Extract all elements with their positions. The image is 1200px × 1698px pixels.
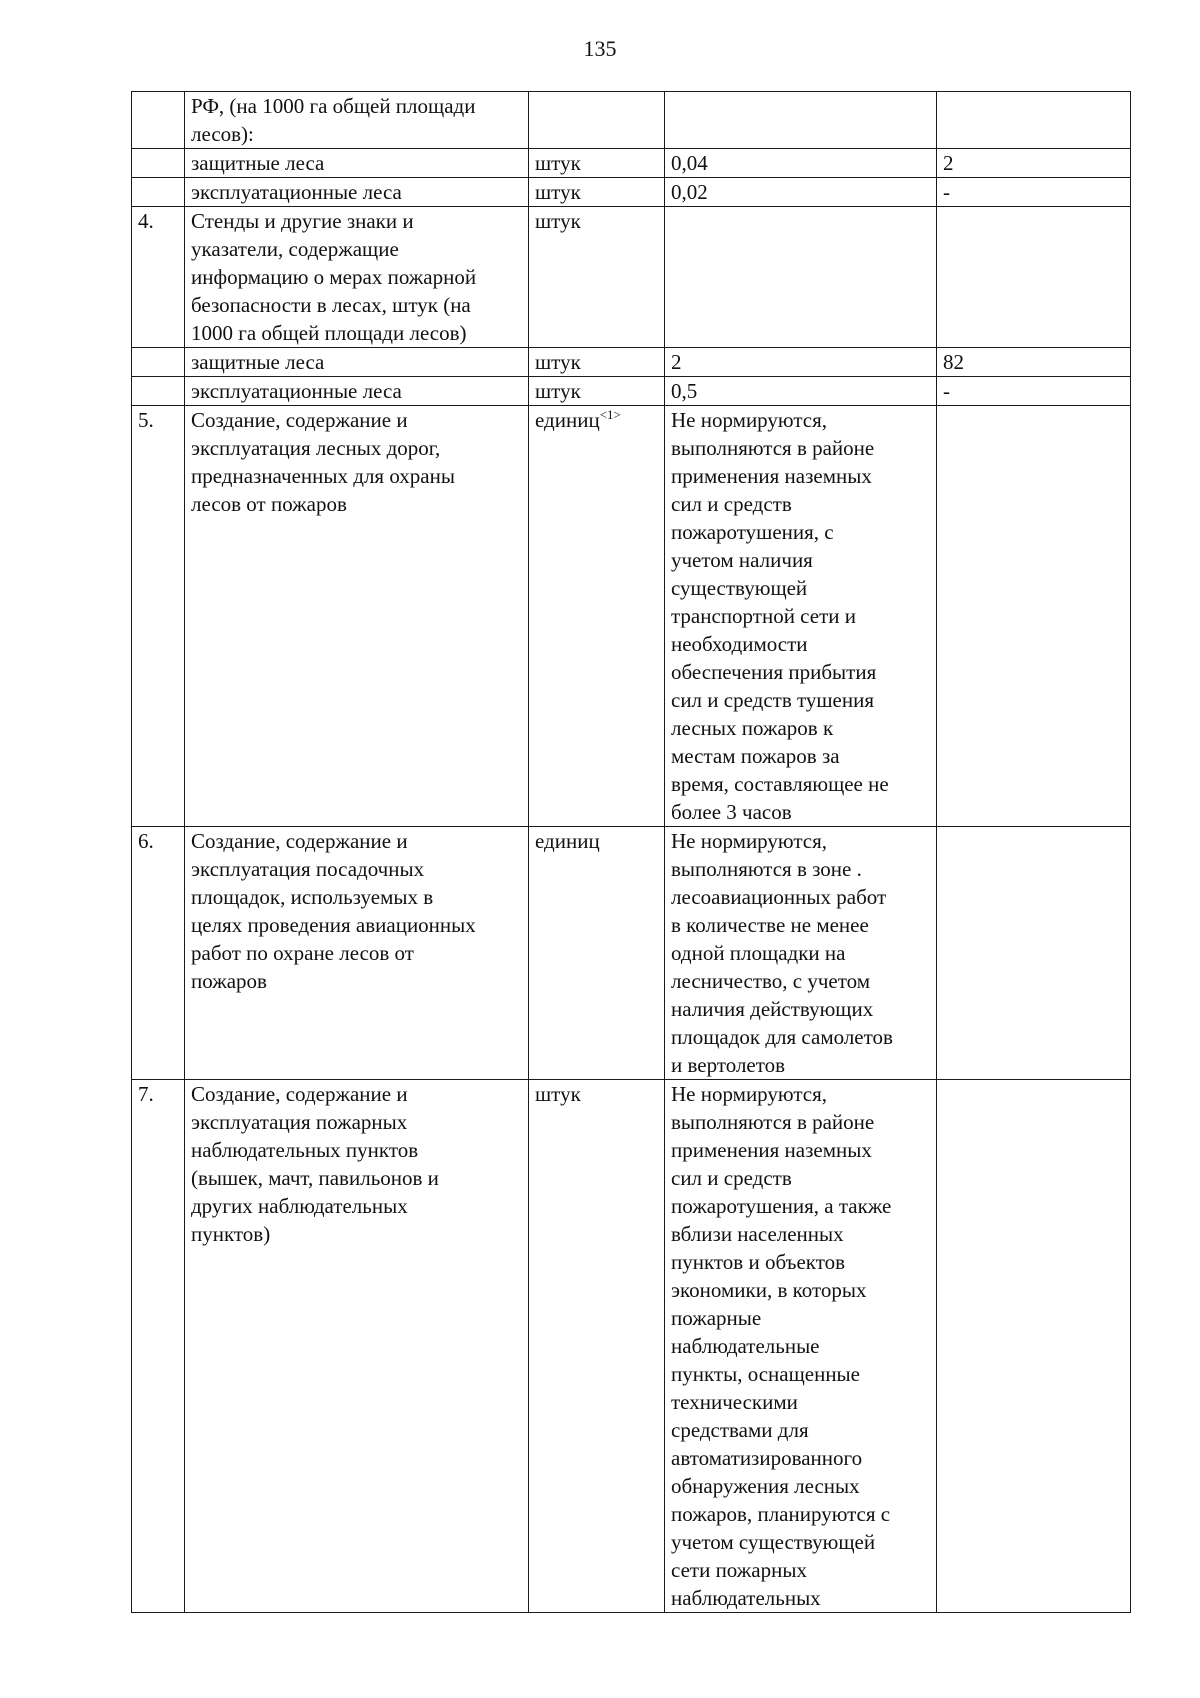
row-number-cell <box>132 1080 185 1613</box>
cell-line: Не нормируются, <box>671 408 827 432</box>
cell-line: (вышек, мачт, павильонов и <box>191 1166 439 1190</box>
cell-line: Стенды и другие знаки и <box>191 209 414 233</box>
unit-label: штук <box>535 1082 581 1106</box>
measure-name-cell <box>185 1080 529 1613</box>
cell-line: техническими <box>671 1390 798 1414</box>
cell-line: наблюдательных <box>671 1586 821 1610</box>
cell-line: сил и средств тушения <box>671 688 875 712</box>
cell-line: Не нормируются, <box>671 829 827 853</box>
footnote-ref: <1> <box>599 407 621 422</box>
page-number: 135 <box>583 36 617 61</box>
norm-cell <box>665 1080 937 1613</box>
cell-line: площадок, используемых в <box>191 885 434 909</box>
cell-line: пожаротушения, а также <box>671 1194 892 1218</box>
cell-line: Создание, содержание и <box>191 1082 408 1106</box>
cell-line: 0,02 <box>671 180 708 204</box>
unit-label: единиц <box>535 408 600 432</box>
unit-label: штук <box>535 209 581 233</box>
norm-cell <box>665 827 937 1080</box>
table-row <box>132 92 1131 149</box>
cell-line: лесоавиационных работ <box>671 885 887 909</box>
table-row <box>132 1080 1131 1613</box>
cell-line: учетом наличия <box>671 548 813 572</box>
value-text: - <box>943 379 950 403</box>
row-number: 4. <box>138 209 154 233</box>
cell-line: выполняются в районе <box>671 1110 875 1134</box>
norm-cell <box>665 92 937 149</box>
row-number: 6. <box>138 829 154 853</box>
table-row <box>132 827 1131 1080</box>
unit-cell <box>529 207 665 348</box>
cell-line: 2 <box>671 350 682 374</box>
cell-line: выполняются в районе <box>671 436 875 460</box>
row-number-cell <box>132 348 185 377</box>
row-number-cell <box>132 92 185 149</box>
unit-cell <box>529 178 665 207</box>
cell-line: обеспечения прибытия <box>671 660 877 684</box>
norm-cell <box>665 406 937 827</box>
cell-line: 0,5 <box>671 379 698 403</box>
cell-line: пунктов и объектов <box>671 1250 846 1274</box>
value-cell <box>937 827 1131 1080</box>
cell-line: обнаружения лесных <box>671 1474 860 1498</box>
cell-line: других наблюдательных <box>191 1194 408 1218</box>
measure-name-cell <box>185 406 529 827</box>
cell-line: работ по охране лесов от <box>191 941 414 965</box>
cell-line: 0,04 <box>671 151 708 175</box>
value-text: 82 <box>943 350 964 374</box>
cell-line: и вертолетов <box>671 1053 786 1077</box>
cell-line: существующей <box>671 576 808 600</box>
cell-line: транспортной сети и <box>671 604 856 628</box>
cell-line: вблизи населенных <box>671 1222 844 1246</box>
cell-line: предназначенных для охраны <box>191 464 455 488</box>
cell-line: пожаротушения, с <box>671 520 834 544</box>
row-number-cell <box>132 178 185 207</box>
cell-line: лесничество, с учетом <box>671 969 871 993</box>
table-row <box>132 377 1131 406</box>
measure-name-cell <box>185 92 529 149</box>
value-cell <box>937 207 1131 348</box>
value-cell <box>937 178 1131 207</box>
cell-line: пункты, оснащенные <box>671 1362 860 1386</box>
cell-line: средствами для <box>671 1418 809 1442</box>
cell-line: время, составляющее не <box>671 772 889 796</box>
cell-line: РФ, (на 1000 га общей площади <box>191 94 476 118</box>
table-row <box>132 406 1131 827</box>
cell-line: учетом существующей <box>671 1530 876 1554</box>
cell-line: Не нормируются, <box>671 1082 827 1106</box>
norm-cell <box>665 149 937 178</box>
cell-line: целях проведения авиационных <box>191 913 476 937</box>
cell-line: сети пожарных <box>671 1558 807 1582</box>
row-number: 5. <box>138 408 154 432</box>
cell-line: пунктов) <box>191 1222 271 1246</box>
cell-line: лесных пожаров к <box>671 716 834 740</box>
cell-line: площадок для самолетов <box>671 1025 893 1049</box>
norm-cell <box>665 377 937 406</box>
measure-name-cell <box>185 827 529 1080</box>
cell-line: эксплуатация пожарных <box>191 1110 408 1134</box>
cell-line: пожаров <box>191 969 267 993</box>
table-row <box>132 178 1131 207</box>
row-number-cell <box>132 377 185 406</box>
norm-cell <box>665 178 937 207</box>
value-text: - <box>943 180 950 204</box>
norms-table <box>131 91 1131 1613</box>
cell-line: выполняются в зоне . <box>671 857 862 881</box>
cell-line: эксплуатация посадочных <box>191 857 425 881</box>
unit-label: штук <box>535 379 581 403</box>
cell-line: лесов): <box>191 122 254 146</box>
cell-line: наличия действующих <box>671 997 874 1021</box>
cell-line: пожаров, планируются с <box>671 1502 891 1526</box>
cell-line: сил и средств <box>671 1166 792 1190</box>
row-number-cell <box>132 207 185 348</box>
norm-cell <box>665 348 937 377</box>
cell-line: защитные леса <box>191 350 325 374</box>
unit-label: штук <box>535 151 581 175</box>
value-cell <box>937 406 1131 827</box>
cell-line: безопасности в лесах, штук (на <box>191 293 471 317</box>
cell-line: указатели, содержащие <box>191 237 399 261</box>
row-number: 7. <box>138 1082 154 1106</box>
unit-cell <box>529 92 665 149</box>
unit-label: единиц <box>535 829 600 853</box>
unit-label: штук <box>535 180 581 204</box>
unit-cell <box>529 1080 665 1613</box>
unit-cell <box>529 377 665 406</box>
measure-name-cell <box>185 149 529 178</box>
cell-line: эксплуатационные леса <box>191 379 402 403</box>
cell-line: Создание, содержание и <box>191 408 408 432</box>
table-body <box>132 92 1131 1613</box>
cell-line: экономики, в которых <box>671 1278 867 1302</box>
value-cell <box>937 348 1131 377</box>
cell-line: в количестве не менее <box>671 913 869 937</box>
cell-line: лесов от пожаров <box>191 492 347 516</box>
measure-name-cell <box>185 207 529 348</box>
value-text: 2 <box>943 151 954 175</box>
cell-line: применения наземных <box>671 464 872 488</box>
cell-line: эксплуатационные леса <box>191 180 402 204</box>
unit-cell <box>529 406 665 827</box>
unit-cell <box>529 827 665 1080</box>
row-number-cell <box>132 406 185 827</box>
unit-cell <box>529 149 665 178</box>
cell-line: информацию о мерах пожарной <box>191 265 477 289</box>
measure-name-cell <box>185 178 529 207</box>
row-number-cell <box>132 827 185 1080</box>
value-cell <box>937 377 1131 406</box>
cell-line: более 3 часов <box>671 800 792 824</box>
measure-name-cell <box>185 377 529 406</box>
row-number-cell <box>132 149 185 178</box>
cell-line: эксплуатация лесных дорог, <box>191 436 441 460</box>
cell-line: наблюдательных пунктов <box>191 1138 419 1162</box>
cell-line: применения наземных <box>671 1138 872 1162</box>
unit-cell <box>529 348 665 377</box>
value-cell <box>937 92 1131 149</box>
cell-line: Создание, содержание и <box>191 829 408 853</box>
unit-label: штук <box>535 350 581 374</box>
cell-line: автоматизированного <box>671 1446 863 1470</box>
measure-name-cell <box>185 348 529 377</box>
cell-line: местам пожаров за <box>671 744 840 768</box>
value-cell <box>937 1080 1131 1613</box>
cell-line: 1000 га общей площади лесов) <box>191 321 467 345</box>
cell-line: сил и средств <box>671 492 792 516</box>
value-cell <box>937 149 1131 178</box>
cell-line: наблюдательные <box>671 1334 820 1358</box>
table-row <box>132 348 1131 377</box>
cell-line: пожарные <box>671 1306 762 1330</box>
cell-line: защитные леса <box>191 151 325 175</box>
table-row <box>132 149 1131 178</box>
table-row <box>132 207 1131 348</box>
cell-line: одной площадки на <box>671 941 846 965</box>
norm-cell <box>665 207 937 348</box>
cell-line: необходимости <box>671 632 808 656</box>
